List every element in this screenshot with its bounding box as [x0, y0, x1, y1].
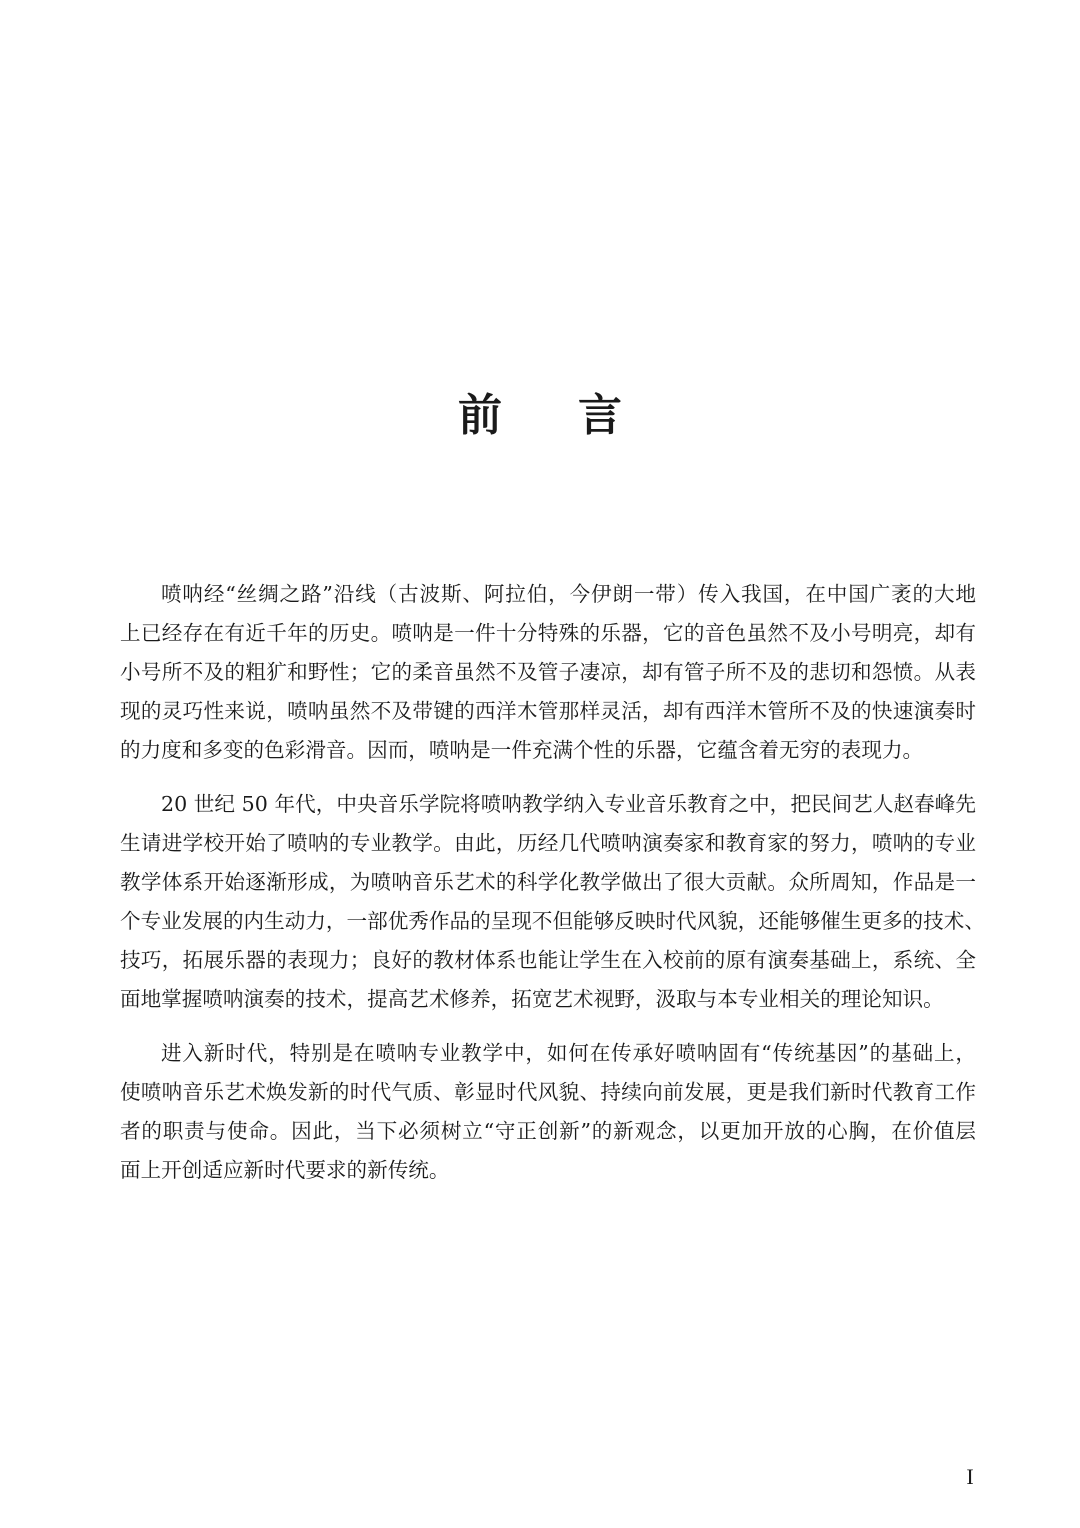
text-line: 现的灵巧性来说，喷呐虽然不及带键的西洋木管那样灵活，却有西洋木管所不及的快速演奏时	[120, 699, 976, 723]
text-line: 个专业发展的内生动力，一部优秀作品的呈现不但能够反映时代风貌，还能够催生更多的技术、	[120, 909, 985, 933]
text-line: 喷呐经“丝绸之路”沿线（古波斯、阿拉伯，今伊朗一带）传入我国，在中国广袤的大地	[161, 582, 976, 606]
page-number: I	[966, 1464, 974, 1489]
paragraph-2	[120, 785, 985, 1019]
text-line: 面地掌握喷呐演奏的技术，提高艺术修养，拓宽艺术视野，汲取与本专业相关的理论知识。	[120, 987, 944, 1011]
text-line: 上已经存在有近千年的历史。喷呐是一件十分特殊的乐器，它的音色虽然不及小号明亮，却有	[120, 621, 976, 645]
body-text	[120, 575, 985, 1205]
text-line: 面上开创适应新时代要求的新传统。	[120, 1158, 450, 1182]
text-line: 生请进学校开始了喷呐的专业教学。由此，历经几代喷呐演奏家和教育家的努力，喷呐的专业	[120, 831, 976, 855]
paragraph-3	[120, 1034, 976, 1190]
text-line: 使喷呐音乐艺术焕发新的时代气质、彰显时代风貌、持续向前发展，更是我们新时代教育工作	[120, 1080, 976, 1104]
title-char-2: 言	[578, 390, 622, 441]
text-line: 技巧，拓展乐器的表现力；良好的教材体系也能让学生在入校前的原有演奏基础上，系统、全	[120, 948, 976, 972]
text-line: 的力度和多变的色彩滑音。因而，喷呐是一件充满个性的乐器，它蕴含着无穷的表现力。	[120, 738, 924, 762]
text-line: 教学体系开始逐渐形成，为喷呐音乐艺术的科学化教学做出了很大贡献。众所周知，作品是一	[120, 870, 976, 894]
text-line: 小号所不及的粗犷和野性；它的柔音虽然不及管子凄凉，却有管子所不及的悲切和怨愤。从表	[120, 660, 976, 684]
page-title	[0, 388, 1080, 444]
paragraph-1	[120, 575, 976, 770]
title-char-1: 前	[458, 390, 502, 441]
text-line: 者的职责与使命。因此，当下必须树立“守正创新”的新观念，以更加开放的心胸，在价值层	[120, 1119, 976, 1143]
text-line: 进入新时代，特别是在喷呐专业教学中，如何在传承好喷呐固有“传统基因”的基础上，	[161, 1041, 976, 1065]
text-line: 20 世纪 50 年代，中央音乐学院将喷呐教学纳入专业音乐教育之中，把民间艺人赵春峰先	[161, 792, 976, 816]
